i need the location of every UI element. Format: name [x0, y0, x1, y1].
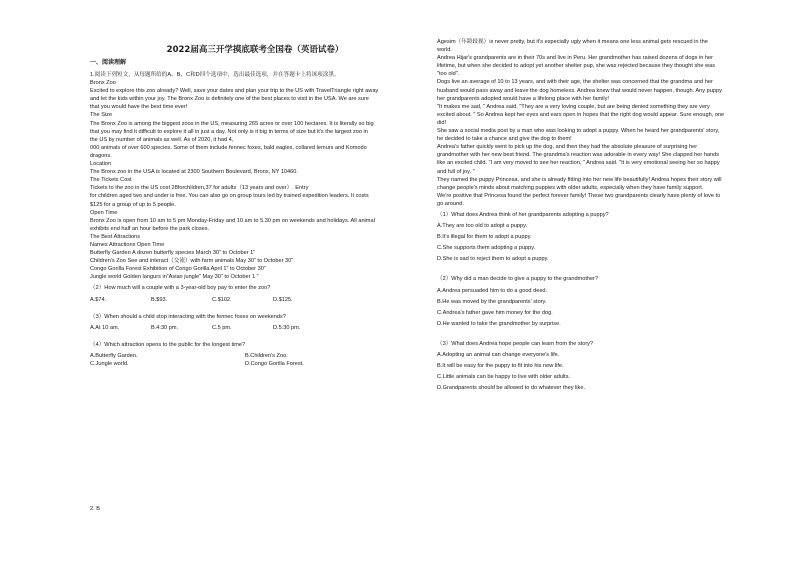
right-question-1 — [437, 211, 769, 263]
passage-bronx-zoo — [90, 71, 420, 281]
question-3 — [90, 313, 420, 332]
passage-line: Tickets to the zoo in the US cost 28forchildren,37 for adults（13 years and over）. Entry — [90, 185, 309, 192]
option-a[interactable]: A.Andrea persuaded him to do a good deed. — [437, 287, 548, 294]
question-stem: （1）What does Andrea think of her grandparents adopting a puppy? — [437, 211, 609, 218]
passage-line: husband would pass away and leave the dog homeless. Andrea knew that would never happen, though. Any puppy — [437, 87, 722, 94]
option-c[interactable]: C.Jungle world. — [90, 361, 129, 367]
question-stem: （4）Which attraction opens to the public for the longest time? — [90, 341, 246, 348]
passage-line: change people's minds about matching puppies with older adults, especially when they have family support. — [437, 184, 704, 191]
passage-line: $125 for a group of up to 5 people. — [90, 201, 176, 208]
passage-line: Andrea Hijar's grandparents are in their 70s and live in Peru. Her grandmother has raised dozens of dogs in her — [437, 55, 713, 62]
passage-line: The Tickets Cost — [90, 177, 132, 184]
answer-options — [90, 324, 420, 332]
passage-line: excited about. " So Andrea kept her eyes and ears open in hopes that the right dog would appear. Sure enough, one — [437, 111, 725, 118]
option-d[interactable]: D.He wanted to take the grandmother by surprise. — [437, 320, 561, 327]
option-c[interactable]: C.Andrea's father gave him money for the dog. — [437, 309, 553, 316]
passage-line: and full of joy. " — [437, 168, 475, 175]
passage-line: Bronx Zoo — [90, 80, 116, 87]
passage-line: for children aged two and under is free. You can also go on group tours led by trained expedition leaders. It costs — [90, 193, 369, 200]
right-question-3 — [437, 340, 769, 392]
left-column — [90, 38, 420, 368]
passage-line: Congo Gorilla Forest Exhibition of Congo Gorilla April 1” to October 30” — [90, 266, 266, 273]
option-d[interactable]: D.$125. — [273, 296, 293, 303]
option-c[interactable]: C.$102. — [212, 296, 232, 303]
passage-line: Agesim（年龄歧视）is never pretty, but it's especially ugly when it means one less animal gets rescued in the — [437, 39, 708, 45]
option-c[interactable]: C.She supports them adopting a puppy. — [437, 245, 536, 252]
passage-line: We're positive that Princesa found the perfect forever family! These two grandparents clearly have plenty of love to — [437, 192, 721, 199]
option-b[interactable]: B.It will be easy for the puppy to fit into his new life. — [437, 363, 564, 370]
passage-line: 1.阅读下列短文，从每题所给的A、B、C和D四个选项中，选出最佳选项，并在答题卡上将该项涂黑。 — [90, 72, 340, 78]
question-stem: （3）When should a child stop interacting with the fennec foxes on weekends? — [90, 313, 286, 320]
passage-line: Jungle world Golden langurs in“Asian jungle” May 30” to October 1 ” — [90, 274, 259, 281]
passage-line: grandmother with her new best friend. The grandma's reaction was adorable in every way! She clapped her hands — [437, 152, 720, 159]
passage-line: exhibits end half an hour before the park closes. — [90, 225, 210, 232]
passage-line: They named the puppy Princesa, and she is already fitting into her new life beautifully! Andrea hopes their story will — [437, 176, 722, 183]
option-b[interactable]: B.$93. — [151, 296, 168, 303]
passage-line: "It makes me sad, " Andrea said. "They are a very loving couple, but are being denied something they are very — [437, 103, 710, 110]
passage-line: 000 animals of over 600 species. Some of them include fennec foxes, bald eagles, collared lemurs and Komodo — [90, 144, 367, 151]
passage-line: did! — [437, 119, 447, 126]
passage-line: She saw a social media post by a man who was looking to adopt a puppy. When he heard her grandparents' story, — [437, 128, 720, 135]
question-4 — [90, 341, 420, 368]
passage-line: The Best Attractions — [90, 233, 141, 240]
option-d[interactable]: D.5:30 pm. — [273, 324, 301, 331]
passage-line: Dogs live an average of 10 to 13 years, and with their age, the shelter was concerned that the grandma and her — [437, 79, 713, 86]
passage-line: Bronx Zoo is open from 10 am to 5 pm Monday-Friday and 10 am to 5.30 pm on weekends and holidays. All animal — [90, 217, 375, 224]
option-a[interactable]: A.Butterfly Garden. — [90, 352, 138, 359]
answer-options-row1 — [90, 352, 420, 360]
option-a[interactable]: A.$74. — [90, 296, 107, 303]
passage-line: The Size — [90, 112, 113, 119]
right-column — [437, 38, 769, 392]
question-stem: （2）How much will a couple with a 3-year-old boy pay to enter the zoo? — [90, 285, 271, 292]
option-b[interactable]: B.Children's Zoo. — [245, 352, 288, 359]
option-d[interactable]: D.She is sad to reject them to adopt a puppy. — [437, 256, 549, 263]
passage-line: that you would have the best time ever! — [90, 104, 188, 111]
option-b[interactable]: B.It's illegal for them to adopt a puppy. — [437, 234, 532, 241]
passage-line: world. — [437, 47, 452, 54]
passage-line: Excited to explore this zoo already? Well, save your dates and plan your trip to the US with TravelTriangle right away — [90, 88, 379, 95]
page-title: 2022届高三开学摸底联考全国卷（英语试卷） — [166, 45, 344, 55]
passage-line: go around. — [437, 200, 464, 207]
passage-line: her grandparents adopted would have a lifelong place with her family! — [437, 95, 609, 102]
option-d[interactable]: D.Grandparents should be allowed to do whatever they like. — [437, 385, 586, 392]
option-b[interactable]: B.He was moved by the grandparents' story. — [437, 298, 547, 305]
passage-line: Butterfly Garden A dozen butterfly species March 30” to October 1” — [90, 250, 256, 257]
passage-line: he decided to take a chance and give the dog to them! — [437, 136, 572, 143]
passage-line: "too old". — [437, 71, 460, 78]
right-question-2 — [437, 275, 769, 327]
passage-line: lifetime, but when she decided to adopt yet another shelter pup, she was rejected because they thought she was — [437, 63, 715, 70]
passage-line: dragons. — [90, 152, 112, 159]
passage-line: Children's Zoo See and interact（交流）with farm animals May 30” to October 30” — [90, 258, 294, 265]
option-d[interactable]: D.Congo Gorilla Forest. — [245, 361, 304, 367]
option-b[interactable]: B.4:30 pm. — [151, 324, 179, 331]
question-stem: （3）What does Andrea hope people can learn from the story? — [437, 340, 594, 347]
option-a[interactable]: A.They are too old to adopt a puppy. — [437, 223, 528, 230]
passage-line: that you may find it difficult to explore it all in just a day. Not only is it big in terms of size but it's the largest zoo in — [90, 128, 368, 135]
passage-line: The Bronx Zoo is among the biggest zoos in the US, measuring 265 acres or over 100 hectares. It is literally so big — [90, 120, 374, 127]
passage-line: The Bronx zoo in the USA is located at 2300 Southern Boulevard, Bronx, NY 10460. — [90, 169, 298, 176]
answer-options-row2 — [90, 360, 420, 368]
passage-line: and let the kids within your joy. The Bronx Zoo is definitely one of the best places to visit in the USA. We are sure — [90, 96, 369, 103]
passage-line: the US by number of animals as well. As of 2020, it had 4, — [90, 136, 234, 143]
option-a[interactable]: A.Adopting an animal can change everyone's life. — [437, 352, 560, 358]
question-stem: （2）Why did a man decide to give a puppy to the grandmother? — [437, 276, 599, 283]
section-heading: 一、阅读理解 — [90, 59, 127, 66]
option-c[interactable]: C.Little animals can be happy to live with older adults. — [437, 374, 571, 381]
answer-options — [90, 296, 420, 304]
passage-line: like an excited child. "I am very moved to see her reaction, " Andrea said. "It is very emotional seeing her so happy — [437, 160, 720, 167]
question-2 — [90, 284, 420, 303]
passage-line: Open Time — [90, 209, 118, 216]
passage-line: Names Attractions Open Time — [90, 241, 165, 248]
passage-line: Location — [90, 161, 112, 168]
passage-line: Andrea's father quickly went to pick up the dog, and then they had the absolute pleasure of surprising her — [437, 144, 698, 151]
answer-footer: 2. B — [90, 506, 100, 512]
passage-puppy — [437, 38, 769, 208]
option-a[interactable]: A.At 10 am. — [90, 324, 120, 331]
option-c[interactable]: C.5 pm. — [212, 324, 232, 331]
